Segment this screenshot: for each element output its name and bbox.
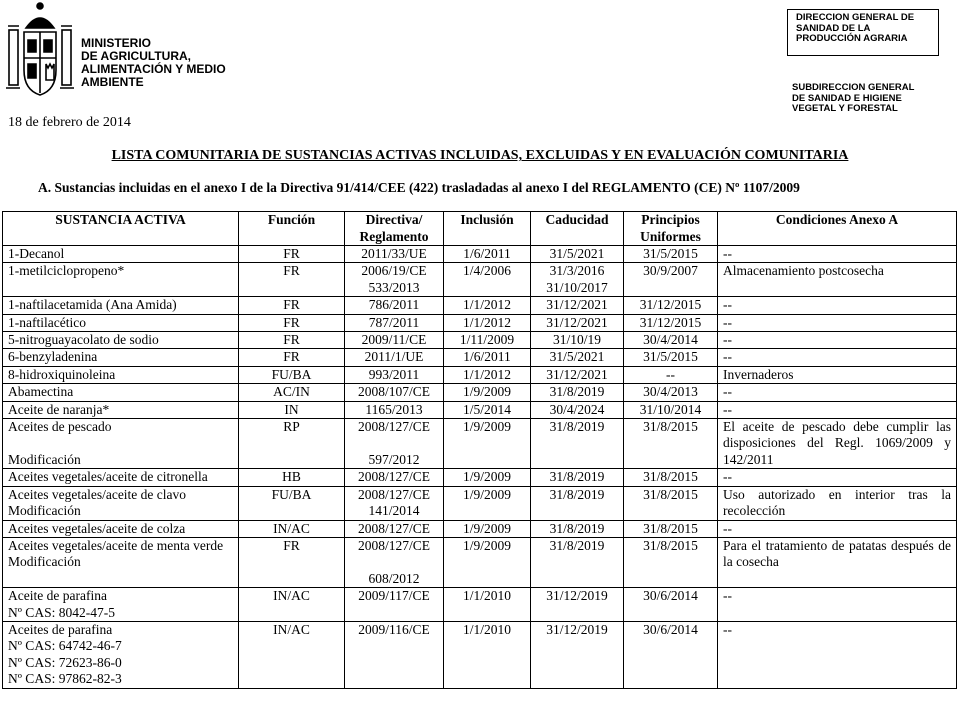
cell-principios: 31/8/2015: [624, 419, 718, 469]
cell-directiva: 786/2011: [345, 297, 444, 314]
cell-sustancia: Aceite de naranja*: [3, 401, 239, 418]
header-caducidad: Caducidad: [531, 212, 624, 246]
cell-condiciones: Invernaderos: [718, 366, 957, 383]
cell-principios: 30/6/2014: [624, 588, 718, 622]
cell-sustancia: 8-hidroxiquinoleina: [3, 366, 239, 383]
header-sustancia: SUSTANCIA ACTIVA: [3, 212, 239, 246]
ministry-name: [81, 37, 226, 89]
cell-funcion: FR: [239, 263, 345, 297]
cell-condiciones: --: [718, 384, 957, 401]
table-row: [3, 621, 957, 688]
cell-principios: 31/12/2015: [624, 297, 718, 314]
cell-inclusion: 1/4/2006: [444, 263, 531, 297]
cell-sustancia: 5-nitroguayacolato de sodio: [3, 332, 239, 349]
cell-funcion: IN/AC: [239, 588, 345, 622]
table-row: [3, 314, 957, 331]
cell-caducidad: 31/5/2021: [531, 246, 624, 263]
cell-sustancia: 1-naftilacetamida (Ana Amida): [3, 297, 239, 314]
cell-sustancia: 1-naftilacético: [3, 314, 239, 331]
header-inclusion: Inclusión: [444, 212, 531, 246]
substances-table: [2, 211, 957, 689]
cell-directiva: 2008/127/CE: [345, 520, 444, 537]
cell-sustancia: Aceites vegetales/aceite de citronella: [3, 469, 239, 486]
cell-caducidad: 31/8/2019: [531, 469, 624, 486]
table-row: [3, 246, 957, 263]
cell-principios: --: [624, 366, 718, 383]
cell-sustancia: Abamectina: [3, 384, 239, 401]
table-row: [3, 297, 957, 314]
ministry-header: [6, 0, 236, 110]
cell-directiva: 2008/127/CE: [345, 469, 444, 486]
cell-principios: 30/9/2007: [624, 263, 718, 297]
table-row: [3, 401, 957, 418]
cell-principios: 31/5/2015: [624, 246, 718, 263]
cell-funcion: FR: [239, 297, 345, 314]
cell-sustancia: 1-Decanol: [3, 246, 239, 263]
cell-funcion: FU/BA: [239, 486, 345, 520]
table-row: [3, 469, 957, 486]
document-date: 18 de febrero de 2014: [8, 115, 131, 130]
directorate-line: DIRECCION GENERAL DE: [796, 12, 915, 23]
cell-principios: 31/8/2015: [624, 469, 718, 486]
table-row: [3, 520, 957, 537]
cell-funcion: FR: [239, 246, 345, 263]
cell-caducidad: 31/8/2019: [531, 419, 624, 469]
cell-inclusion: 1/9/2009: [444, 384, 531, 401]
cell-caducidad: 31/12/2019: [531, 621, 624, 688]
cell-caducidad: 31/10/19: [531, 332, 624, 349]
page-title: LISTA COMUNITARIA DE SUSTANCIAS ACTIVAS INCLUIDAS, EXCLUIDAS Y EN EVALUACIÓN COMUNITARIA: [111, 148, 849, 163]
cell-condiciones: --: [718, 469, 957, 486]
cell-funcion: AC/IN: [239, 384, 345, 401]
cell-inclusion: 1/1/2010: [444, 621, 531, 688]
table-row: [3, 588, 957, 622]
cell-directiva: 1165/2013: [345, 401, 444, 418]
cell-caducidad: 31/8/2019: [531, 384, 624, 401]
cell-directiva: 2008/127/CE 597/2012: [345, 419, 444, 469]
cell-directiva: 2009/116/CE: [345, 621, 444, 688]
directorate-box: [787, 9, 939, 56]
cell-condiciones: --: [718, 401, 957, 418]
table-row: [3, 263, 957, 297]
cell-inclusion: 1/5/2014: [444, 401, 531, 418]
cell-condiciones: El aceite de pescado debe cumplir las disposiciones del Regl. 1069/2009 y 142/2011: [718, 419, 957, 469]
table-header-row: [3, 212, 957, 246]
cell-condiciones: --: [718, 332, 957, 349]
cell-directiva: 2008/127/CE 608/2012: [345, 537, 444, 587]
cell-sustancia: Aceites de parafina Nº CAS: 64742-46-7 Nº CAS: 72623-86-0 Nº CAS: 97862-82-3: [3, 621, 239, 688]
cell-caducidad: 31/3/2016 31/10/2017: [531, 263, 624, 297]
cell-directiva: 787/2011: [345, 314, 444, 331]
cell-inclusion: 1/9/2009: [444, 419, 531, 469]
directorate-line: PRODUCCIÓN AGRARIA: [796, 33, 908, 44]
cell-principios: 31/5/2015: [624, 349, 718, 366]
ministry-line: DE AGRICULTURA,: [81, 49, 191, 63]
cell-inclusion: 1/9/2009: [444, 537, 531, 587]
cell-directiva: 2009/11/CE: [345, 332, 444, 349]
cell-funcion: HB: [239, 469, 345, 486]
cell-condiciones: --: [718, 297, 957, 314]
header-condiciones: Condiciones Anexo A: [718, 212, 957, 246]
subdirectorate-line: SUBDIRECCION GENERAL: [792, 82, 915, 93]
cell-directiva: 2009/117/CE: [345, 588, 444, 622]
cell-inclusion: 1/6/2011: [444, 246, 531, 263]
cell-caducidad: 31/8/2019: [531, 520, 624, 537]
section-title: A. Sustancias incluidas en el anexo I de la Directiva 91/414/CEE (422) trasladadas al anexo I del REGLAMENTO (CE) Nº 1107/2009: [38, 180, 800, 195]
table-row: [3, 486, 957, 520]
cell-funcion: FR: [239, 314, 345, 331]
table-row: [3, 537, 957, 587]
table-body: [3, 246, 957, 689]
cell-inclusion: 1/9/2009: [444, 469, 531, 486]
ministry-line: AMBIENTE: [81, 75, 144, 89]
cell-principios: 31/8/2015: [624, 486, 718, 520]
ministry-line: ALIMENTACIÓN Y MEDIO: [81, 62, 226, 76]
header-principios: Principios Uniformes: [624, 212, 718, 246]
table-row: [3, 332, 957, 349]
cell-sustancia: 1-metilciclopropeno*: [3, 263, 239, 297]
cell-condiciones: --: [718, 621, 957, 688]
cell-sustancia: Aceites de pescado Modificación: [3, 419, 239, 469]
cell-condiciones: Almacenamiento postcosecha: [718, 263, 957, 297]
table-row: [3, 419, 957, 469]
cell-principios: 31/8/2015: [624, 520, 718, 537]
table-row: [3, 349, 957, 366]
header-directiva: Directiva/ Reglamento: [345, 212, 444, 246]
cell-funcion: IN: [239, 401, 345, 418]
cell-principios: 31/8/2015: [624, 537, 718, 587]
cell-funcion: FR: [239, 332, 345, 349]
cell-funcion: FR: [239, 537, 345, 587]
table-row: [3, 366, 957, 383]
cell-directiva: 2011/1/UE: [345, 349, 444, 366]
cell-sustancia: 6-benzyladenina: [3, 349, 239, 366]
table-row: [3, 384, 957, 401]
cell-inclusion: 1/9/2009: [444, 520, 531, 537]
cell-sustancia: Aceite de parafina Nº CAS: 8042-47-5: [3, 588, 239, 622]
subdirectorate-line: VEGETAL Y FORESTAL: [792, 103, 898, 114]
header-funcion: Función: [239, 212, 345, 246]
cell-caducidad: 31/5/2021: [531, 349, 624, 366]
cell-condiciones: Uso autorizado en interior tras la recolección: [718, 486, 957, 520]
cell-directiva: 2006/19/CE 533/2013: [345, 263, 444, 297]
cell-condiciones: Para el tratamiento de patatas después de la cosecha: [718, 537, 957, 587]
cell-directiva: 2008/107/CE: [345, 384, 444, 401]
subdirectorate: [792, 83, 914, 115]
cell-caducidad: 31/8/2019: [531, 486, 624, 520]
cell-directiva: 2011/33/UE: [345, 246, 444, 263]
cell-caducidad: 31/12/2021: [531, 366, 624, 383]
cell-sustancia: Aceites vegetales/aceite de clavo Modificación: [3, 486, 239, 520]
cell-inclusion: 1/1/2010: [444, 588, 531, 622]
cell-inclusion: 1/9/2009: [444, 486, 531, 520]
cell-funcion: RP: [239, 419, 345, 469]
cell-directiva: 993/2011: [345, 366, 444, 383]
cell-inclusion: 1/6/2011: [444, 349, 531, 366]
cell-sustancia: Aceites vegetales/aceite de menta verde Modificación: [3, 537, 239, 587]
cell-caducidad: 31/12/2021: [531, 297, 624, 314]
cell-principios: 30/6/2014: [624, 621, 718, 688]
cell-directiva: 2008/127/CE 141/2014: [345, 486, 444, 520]
cell-funcion: IN/AC: [239, 520, 345, 537]
cell-principios: 31/12/2015: [624, 314, 718, 331]
ministry-line: MINISTERIO: [81, 36, 152, 50]
cell-principios: 30/4/2014: [624, 332, 718, 349]
cell-funcion: IN/AC: [239, 621, 345, 688]
cell-inclusion: 1/11/2009: [444, 332, 531, 349]
cell-condiciones: --: [718, 520, 957, 537]
cell-inclusion: 1/1/2012: [444, 314, 531, 331]
cell-inclusion: 1/1/2012: [444, 297, 531, 314]
cell-caducidad: 30/4/2024: [531, 401, 624, 418]
cell-sustancia: Aceites vegetales/aceite de colza: [3, 520, 239, 537]
cell-caducidad: 31/12/2019: [531, 588, 624, 622]
cell-inclusion: 1/1/2012: [444, 366, 531, 383]
cell-principios: 30/4/2013: [624, 384, 718, 401]
cell-funcion: FR: [239, 349, 345, 366]
subdirectorate-line: DE SANIDAD E HIGIENE: [792, 92, 902, 104]
cell-caducidad: 31/8/2019: [531, 537, 624, 587]
cell-principios: 31/10/2014: [624, 401, 718, 418]
cell-condiciones: --: [718, 246, 957, 263]
cell-funcion: FU/BA: [239, 366, 345, 383]
cell-condiciones: --: [718, 314, 957, 331]
coat-of-arms-icon: [6, 0, 74, 100]
directorate-line: SANIDAD DE LA: [796, 22, 871, 34]
cell-caducidad: 31/12/2021: [531, 314, 624, 331]
cell-condiciones: --: [718, 349, 957, 366]
cell-condiciones: --: [718, 588, 957, 622]
